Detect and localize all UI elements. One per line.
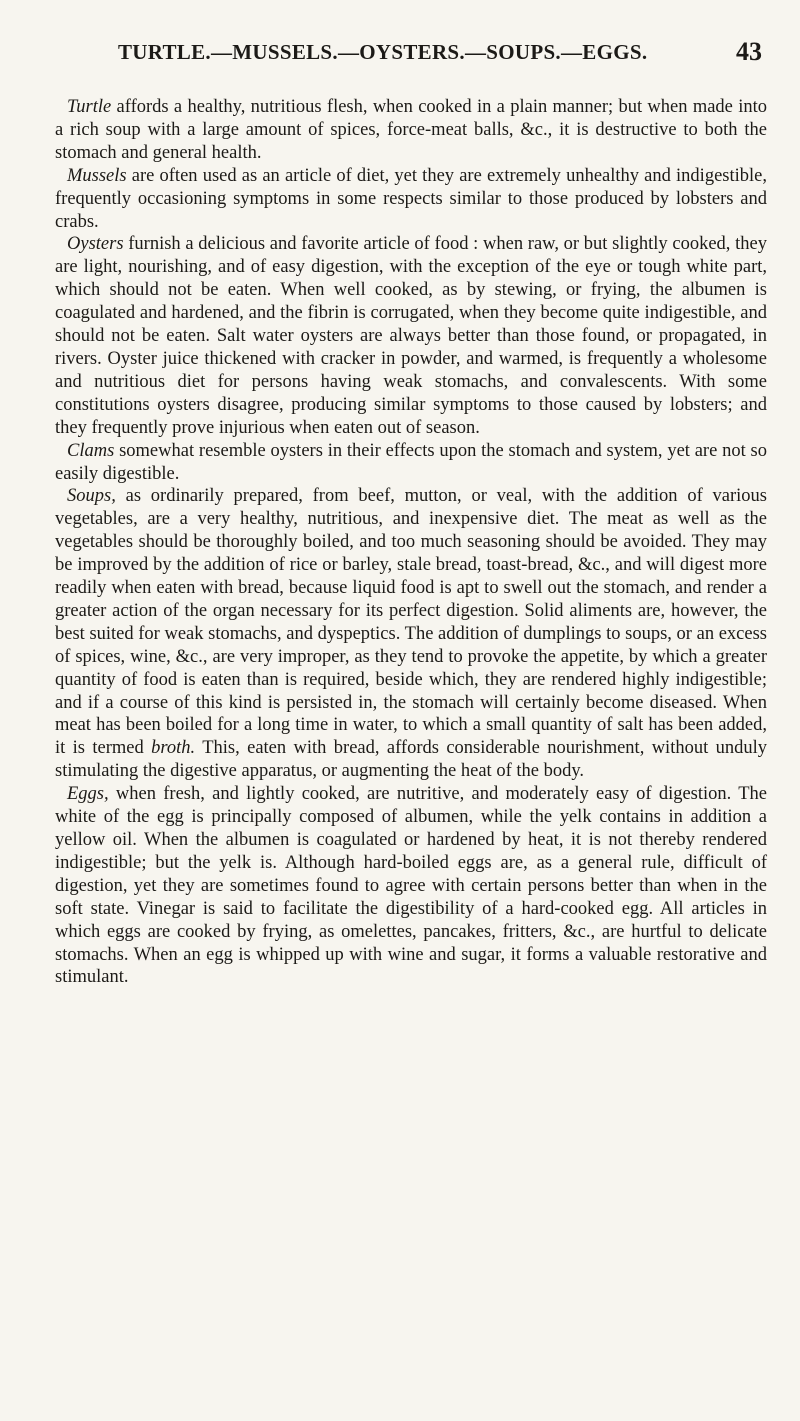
paragraph-lead-term: Turtle xyxy=(67,97,112,117)
paragraph-text: are often used as an article of diet, yet they are extremely unhealthy and indigestible, frequently occasioning symptoms in some respects similar to those produced by lobsters and crabs. xyxy=(55,165,767,232)
paragraph-eggs xyxy=(55,783,767,989)
paragraph-lead-term: Mussels xyxy=(67,165,127,186)
paragraph-lead-term: Clams xyxy=(67,440,115,461)
paragraph-text: as ordinarily prepared, from beef, mutton, or veal, with the addition of various vegetables, are a very healthy, nutritious, and inexpensive diet. The meat as well as the vegetables should be thoroughly boiled, and too much seasoning should be avoided. They may be improved by the addition of rice or barley, stale bread, toast-bread, &c., and will digest more readily when eaten with bread, because liquid food is apt to swell out the stomach, and render a greater action of the organ necessary for its perfect digestion. Solid aliments are, however, the best suited for weak stomachs, and dyspeptics. The addition of dumplings to soups, or an excess of spices, wine, &c., are very improper, as they tend to provoke the appetite, by which a greater quantity of food is eaten than is required, beside which, they are rendered highly indigestible; and if a course of this kind is persisted in, the stomach will certainly become diseased. When meat has been boiled for a long time in water, to which a small quantity of salt has been added, it is termed xyxy=(55,486,767,759)
running-title: TURTLE.—MUSSELS.—OYSTERS.—SOUPS.—EGGS. xyxy=(118,40,648,64)
paragraph-text: affords a healthy, nutritious flesh, when cooked in a plain manner; but when made into a rich soup with a large amount of spices, force-meat balls, &c., it is destructive to both the stomach and general health. xyxy=(55,97,767,163)
paragraph-mussels xyxy=(55,165,767,234)
body-text xyxy=(55,96,767,989)
paragraph-turtle xyxy=(55,96,767,165)
paragraph-text: furnish a delicious and favorite article of food : when raw, or but slightly cooked, they are light, nourishing, and of easy digestion, with the exception of the eye or tough white part, which should not be eaten. When well cooked, as by stewing, or frying, the albumen is coagulated and hardened, and the fibrin is corrugated, when they become quite indigestible, and should not be eaten. Salt water oysters are always better than those found, or propagated, in rivers. Oyster juice thickened with cracker in powder, and warmed, is frequently a wholesome and nutritious diet for persons having weak stomachs, and convalescents. With some constitutions oysters disagree, producing similar symptoms to those caused by lobsters; and they frequently prove injurious when eaten out of season. xyxy=(55,234,767,438)
paragraph-text: This, eaten with bread, affords considerable nourishment, without unduly stimulating the digestive apparatus, or augmenting the heat of the body. xyxy=(55,738,767,782)
paragraph-oysters xyxy=(55,233,767,439)
paragraph-clams xyxy=(55,440,767,486)
page-number: 43 xyxy=(736,37,762,66)
paragraph-text: when fresh, and lightly cooked, are nutritive, and moderately easy of digestion. The white of the egg is principally composed of albumen, while the yelk contains in addition a yellow oil. When the albumen is coagulated or hardened by heat, it is not thereby rendered indigestible; but the yelk is. Although hard-boiled eggs are, as a general rule, difficult of digestion, yet they are sometimes found to agree with certain persons better than when in the soft state. Vinegar is said to facilitate the digestibility of a hard-cooked egg. All articles in which eggs are cooked by frying, as omelettes, pancakes, fritters, &c., are hurtful to delicate stomachs. When an egg is whipped up with wine and sugar, it forms a valuable restorative and stimulant. xyxy=(55,784,767,988)
paragraph-text: somewhat resemble oysters in their effects upon the stomach and system, yet are not so easily digestible. xyxy=(55,440,767,484)
inline-term-broth: broth. xyxy=(151,738,196,759)
paragraph-lead-term: Eggs, xyxy=(67,784,109,805)
paragraph-lead-term: Soups, xyxy=(67,486,116,507)
paragraph-soups xyxy=(55,485,767,783)
paragraph-lead-term: Oysters xyxy=(67,234,124,255)
running-header xyxy=(0,37,800,76)
